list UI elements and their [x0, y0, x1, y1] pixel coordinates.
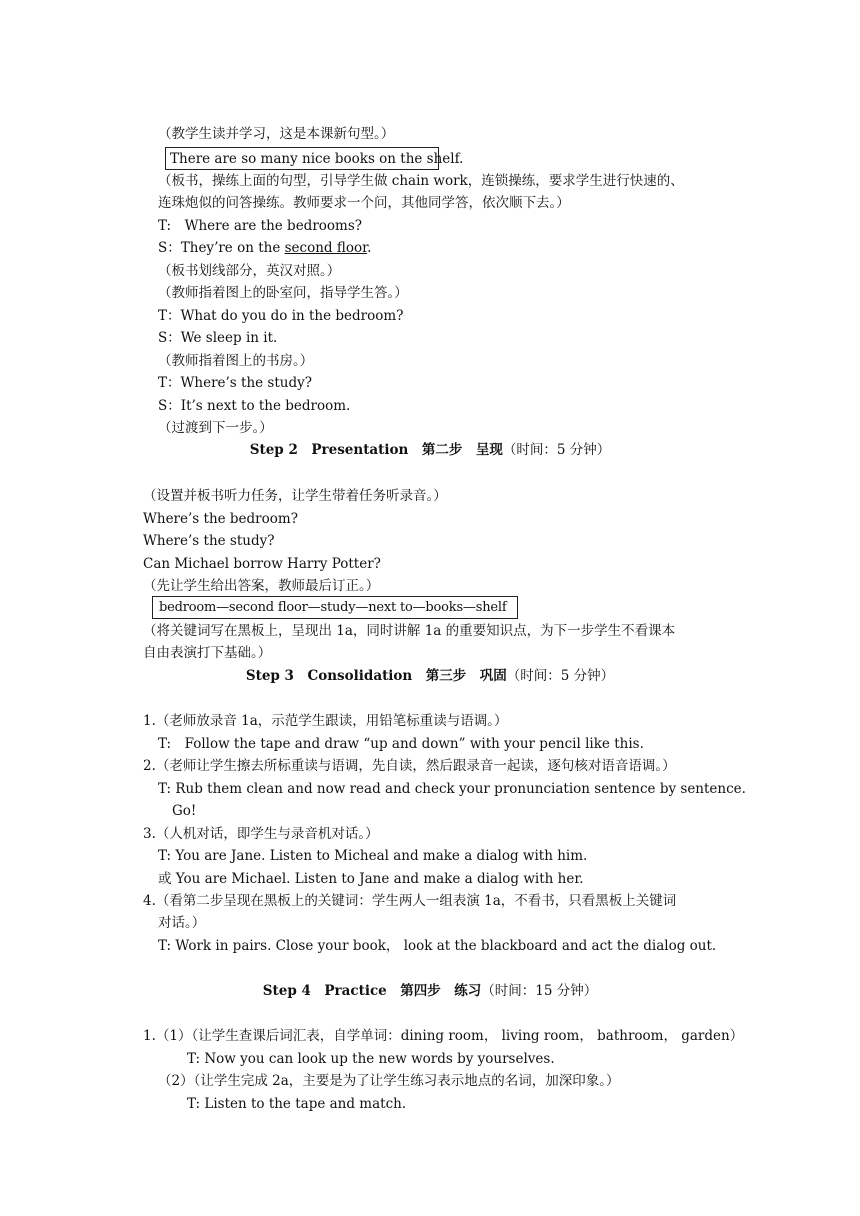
dialog-text: . — [367, 240, 372, 256]
dialog-line: T: Rub them clean and now read and check your pronunciation sentence by sentence. — [158, 781, 746, 797]
step-heading — [0, 441, 860, 459]
line-note-cont: 连珠炮似的问答操练。教师要求一个问，其他同学答，依次顺下去。） — [158, 195, 570, 211]
line-note: （教师指着图上的书房。） — [158, 353, 314, 369]
list-item: 2.（老师让学生擦去所标重读与语调，先自读，然后跟录音一起读，逐句核对语音语调。） — [143, 758, 676, 774]
line-note-cont: 自由表演打下基础。） — [143, 645, 272, 661]
list-item: （2）（让学生完成 2a，主要是为了让学生练习表示地点的名词，加深印象。） — [158, 1073, 620, 1089]
line-note: （将关键词写在黑板上，呈现出 1a，同时讲解 1a 的重要知识点，为下一步学生不看课本 — [143, 623, 676, 639]
step-title: Step 3 Consolidation 第三步 巩固 — [245, 668, 507, 684]
keyword-box: bedroom—second floor—study—next to—books—shelf — [152, 596, 518, 619]
line-note: （过渡到下一步。） — [158, 420, 273, 436]
line-note: （板书划线部分，英汉对照。） — [158, 263, 341, 279]
dialog-line: T: You are Jane. Listen to Micheal and make a dialog with him. — [158, 848, 588, 864]
list-item: 1.（老师放录音 1a，示范学生跟读，用铅笔标重读与语调。） — [143, 713, 508, 729]
line-intro: （教学生读并学习，这是本课新句型。） — [158, 126, 395, 142]
boxed-sentence: There are so many nice books on the shelf. — [165, 147, 439, 170]
line-note: （教师指着图上的卧室问，指导学生答。） — [158, 285, 408, 301]
underlined-phrase: second floor — [284, 240, 368, 256]
list-item: 3.（人机对话，即学生与录音机对话。） — [143, 826, 379, 842]
dialog-line: T: Where are the bedrooms? — [158, 218, 362, 234]
step-time: （时间：5 分钟） — [502, 442, 611, 458]
dialog-line: T: Follow the tape and draw “up and down” with your pencil like this. — [158, 736, 644, 752]
dialog-line: S：We sleep in it. — [158, 330, 278, 346]
list-item-cont: 对话。） — [158, 915, 206, 931]
step-heading — [0, 667, 860, 685]
dialog-line: T：What do you do in the bedroom? — [158, 308, 404, 324]
dialog-line: 或 You are Michael. Listen to Jane and make a dialog with her. — [158, 871, 584, 887]
dialog-line — [158, 239, 371, 257]
dialog-line: Go! — [172, 803, 197, 819]
step-heading — [0, 982, 860, 1000]
list-item: 4.（看第二步呈现在黑板上的关键词：学生两人一组表演 1a，不看书，只看黑板上关键词 — [143, 893, 677, 909]
task-line: Can Michael borrow Harry Potter? — [143, 556, 381, 572]
dialog-line: S：It’s next to the bedroom. — [158, 398, 351, 414]
step-time: （时间：5 分钟） — [506, 668, 615, 684]
step-title: Step 2 Presentation 第二步 呈现 — [249, 442, 503, 458]
line-note: （板书，操练上面的句型，引导学生做 chain work，连锁操练，要求学生进行快速的、 — [158, 173, 684, 189]
task-line: Where’s the bedroom? — [143, 511, 298, 527]
dialog-line: T：Where’s the study? — [158, 375, 312, 391]
dialog-text: S：They’re on the — [158, 240, 285, 256]
step-time: （时间：15 分钟） — [481, 983, 598, 999]
dialog-line: T: Now you can look up the new words by yourselves. — [187, 1051, 555, 1067]
dialog-line: T: Listen to the tape and match. — [187, 1096, 407, 1112]
line-note: （先让学生给出答案，教师最后订正。） — [143, 578, 380, 594]
task-line: Where’s the study? — [143, 533, 275, 549]
line-note: （设置并板书听力任务，让学生带着任务听录音。） — [143, 488, 447, 504]
step-title: Step 4 Practice 第四步 练习 — [262, 983, 482, 999]
dialog-line: T: Work in pairs. Close your book， look at the blackboard and act the dialog out. — [158, 938, 717, 954]
list-item: 1.（1）（让学生查课后词汇表，自学单词：dining room， living room， bathroom， garden） — [143, 1028, 744, 1044]
